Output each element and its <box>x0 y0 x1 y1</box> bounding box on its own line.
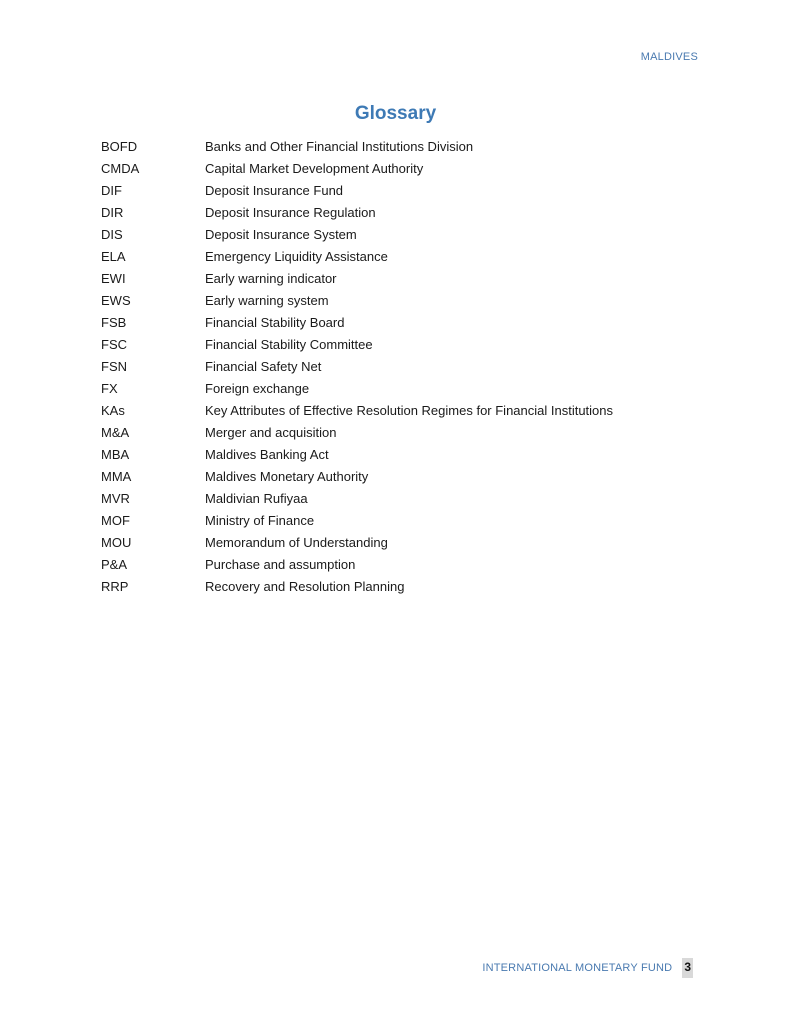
glossary-row <box>101 489 701 511</box>
glossary-abbreviation: MOF <box>101 513 130 528</box>
glossary-row <box>101 555 701 577</box>
glossary-abbreviation: KAs <box>101 403 125 418</box>
glossary-row <box>101 291 701 313</box>
glossary-row <box>101 445 701 467</box>
glossary-abbreviation: EWI <box>101 271 126 286</box>
glossary-abbreviation: M&A <box>101 425 130 440</box>
glossary-definition: Banks and Other Financial Institutions Division <box>205 139 474 154</box>
glossary-definition: Early warning indicator <box>205 271 337 286</box>
glossary-row <box>101 335 701 357</box>
glossary-abbreviation: DIS <box>101 227 123 242</box>
page-title: Glossary <box>354 103 437 124</box>
glossary-row <box>101 467 701 489</box>
glossary-definition: Maldives Monetary Authority <box>205 469 369 484</box>
glossary-abbreviation: FSC <box>101 337 127 352</box>
glossary-row <box>101 533 701 555</box>
glossary-abbreviation: ELA <box>101 249 126 264</box>
glossary-abbreviation: CMDA <box>101 161 140 176</box>
glossary-definition: Deposit Insurance Regulation <box>205 205 376 220</box>
glossary-row <box>101 269 701 291</box>
glossary-definition: Maldives Banking Act <box>205 447 329 462</box>
glossary-definition: Key Attributes of Effective Resolution Regimes for Financial Institutions <box>205 403 614 418</box>
page-footer <box>482 958 693 978</box>
page-number: 3 <box>682 958 693 978</box>
glossary-row <box>101 203 701 225</box>
glossary-definition: Ministry of Finance <box>205 513 315 528</box>
glossary-definition: Emergency Liquidity Assistance <box>205 249 388 264</box>
glossary-row <box>101 423 701 445</box>
glossary-definition: Financial Stability Board <box>205 315 345 330</box>
glossary-list <box>101 137 701 599</box>
glossary-definition: Deposit Insurance Fund <box>205 183 344 198</box>
glossary-abbreviation: MMA <box>101 469 132 484</box>
glossary-row <box>101 225 701 247</box>
glossary-abbreviation: FSB <box>101 315 127 330</box>
glossary-definition: Financial Stability Committee <box>205 337 373 352</box>
glossary-definition: Foreign exchange <box>205 381 310 396</box>
glossary-definition: Early warning system <box>205 293 329 308</box>
glossary-row <box>101 577 701 599</box>
footer-organization: INTERNATIONAL MONETARY FUND <box>482 962 673 974</box>
glossary-definition: Purchase and assumption <box>205 557 356 572</box>
glossary-abbreviation: MVR <box>101 491 130 506</box>
glossary-row <box>101 313 701 335</box>
glossary-definition: Financial Safety Net <box>205 359 322 374</box>
glossary-abbreviation: RRP <box>101 579 129 594</box>
glossary-abbreviation: BOFD <box>101 139 138 154</box>
glossary-definition: Recovery and Resolution Planning <box>205 579 405 594</box>
running-header: MALDIVES <box>640 51 698 63</box>
glossary-row <box>101 247 701 269</box>
glossary-definition: Capital Market Development Authority <box>205 161 424 176</box>
glossary-row <box>101 357 701 379</box>
glossary-abbreviation: P&A <box>101 557 128 572</box>
glossary-definition: Maldivian Rufiyaa <box>205 491 308 506</box>
glossary-row <box>101 401 701 423</box>
glossary-abbreviation: EWS <box>101 293 131 308</box>
glossary-abbreviation: MOU <box>101 535 132 550</box>
glossary-abbreviation: FX <box>101 381 118 396</box>
glossary-row <box>101 511 701 533</box>
glossary-definition: Deposit Insurance System <box>205 227 357 242</box>
glossary-abbreviation: DIF <box>101 183 122 198</box>
glossary-abbreviation: MBA <box>101 447 130 462</box>
glossary-abbreviation: FSN <box>101 359 127 374</box>
glossary-row <box>101 181 701 203</box>
glossary-row <box>101 379 701 401</box>
glossary-definition: Merger and acquisition <box>205 425 337 440</box>
glossary-row <box>101 159 701 181</box>
glossary-definition: Memorandum of Understanding <box>205 535 388 550</box>
glossary-row <box>101 137 701 159</box>
glossary-abbreviation: DIR <box>101 205 124 220</box>
